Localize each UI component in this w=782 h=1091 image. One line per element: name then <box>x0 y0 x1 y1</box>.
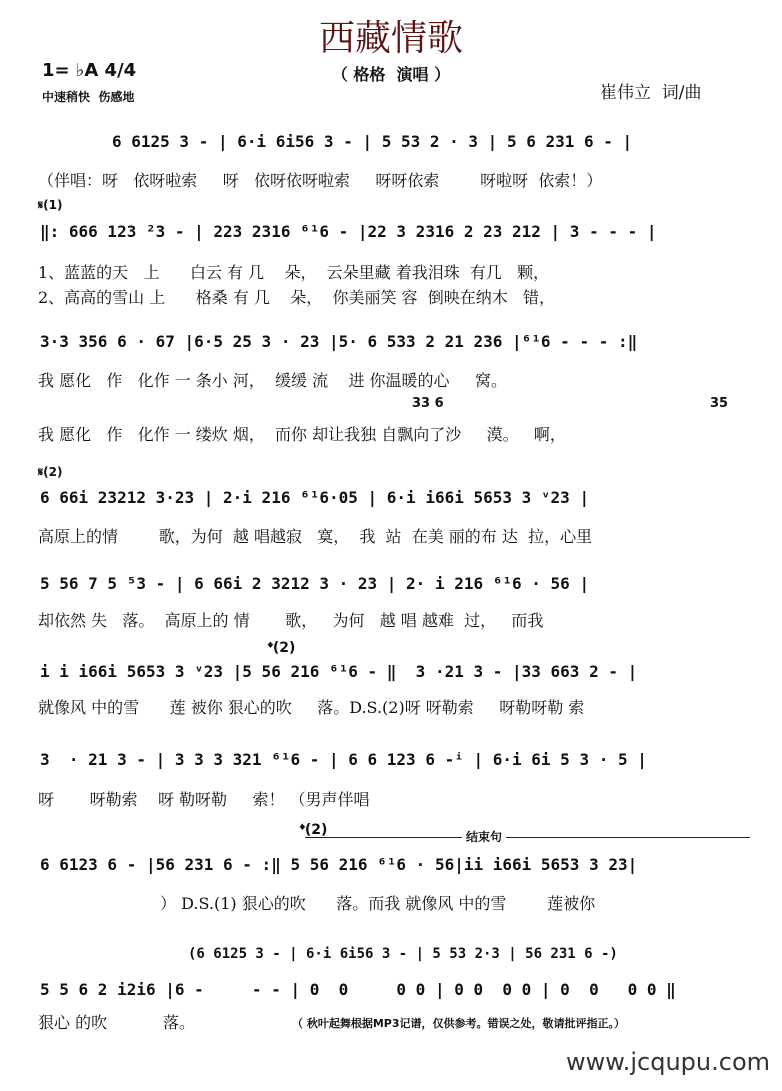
footnote: （ 秋叶起舞根据MP3记谱，仅供参考。错误之处，敬请批评指正。） <box>292 1017 625 1030</box>
lyric-line: 呀 呀勒索 呀 勒呀勒 索！ （男声伴唱 <box>38 790 370 809</box>
alt-notation: 33 6 <box>412 396 444 411</box>
lyric-line: 狠心 的吹 落。 <box>38 1013 196 1032</box>
song-title: 西藏情歌 <box>318 18 463 59</box>
lyric-line: 1、蓝蓝的天 上 白云 有 几 朵， 云朵里藏 着我泪珠 有几 颗， <box>38 263 550 282</box>
lyric-line: 2、高高的雪山 上 格桑 有 几 朵， 你美丽笑 容 倒映在纳木 错， <box>38 288 555 307</box>
lyric-line: 高原上的情 歌，为何 越 唱越寂 寞， 我 站 在美 丽的布 达 拉，心里 <box>38 527 593 546</box>
lyric-line: 我 愿化 作 化作 一 条小 河， 缓缓 流 进 你温暖的心 窝。 <box>38 371 507 390</box>
watermark: www.jcqupu.com <box>566 1048 770 1076</box>
lyric-line: （伴唱：呀 依呀啦索 呀 依呀依呀啦索 呀呀依索 呀啦呀 依索！） <box>38 171 603 190</box>
tempo-marking: 中速稍快 伤感地 <box>42 90 135 104</box>
notation-line: i i i66i 5653 3 ᵛ23 |5 56 216 ⁶¹6 - ‖ 3 ·21 3 - |33 663 2 - | <box>40 662 638 681</box>
lyric-line: ） D.S.(1) 狠心的吹 落。而我 就像风 中的雪 莲被你 <box>38 894 596 913</box>
lyric-line: 就像风 中的雪 莲 被你 狠心的吹 落。D.S.(2)呀 呀勒索 呀勒呀勒 索 <box>38 698 585 717</box>
notation-line: 3·3 356 6 · 67 |6·5 25 3 · 23 |5· 6 533 2 21 236 |⁶¹6 - - - :‖ <box>40 332 638 351</box>
ending-bracket <box>305 837 750 838</box>
coda-mark: 𝄌(2) <box>300 822 328 838</box>
alt-notation: 35 <box>710 396 729 411</box>
notation-line: 6 6125 3 - | 6·i 6i56 3 - | 5 53 2 · 3 | 5 6 231 6 - | <box>112 132 633 151</box>
coda-mark: 𝄌(2) <box>268 640 296 656</box>
accompaniment-notation: (6 6125 3 - | 6·i 6i56 3 - | 5 53 2·3 | 56 231 6 -) <box>188 946 618 962</box>
lyric-line: 却依然 失 落。 高原上的 情 歌， 为何 越 唱 越难 过， 而我 <box>38 611 544 630</box>
notation-line: 5 5 6 2 i2i6 |6 - - - | 0 0 0 0 | 0 0 0 0 | 0 0 0 0 ‖ <box>40 980 676 999</box>
author: 崔伟立 词/曲 <box>600 83 702 103</box>
lyric-line: 我 愿化 作 化作 一 缕炊 烟， 而你 却让我独 自飘向了沙 漠。 啊， <box>38 425 566 444</box>
notation-line: ‖: 666 123 ²3 - | 223 2316 ⁶¹6 - |22 3 2316 2 23 212 | 3 - - - | <box>40 222 657 241</box>
singer: （ 格格 演唱 ） <box>331 65 451 84</box>
notation-line: 6 66i 23212 3·23 | 2·i 216 ⁶¹6·05 | 6·i i66i 5653 3 ᵛ23 | <box>40 488 590 507</box>
segno-mark: 𝄋(1) <box>38 198 63 212</box>
key-signature: 1= ♭A 4/4 <box>42 60 137 81</box>
segno-mark: 𝄋(2) <box>38 465 63 479</box>
notation-line: 6 6123 6 - |56 231 6 - :‖ 5 56 216 ⁶¹6 · 56|ii i66i 5653 3 23| <box>40 855 638 874</box>
notation-line: 3 · 21 3 - | 3 3 3 321 ⁶¹6 - | 6 6 123 6 -ⁱ | 6·i 6i 5 3 · 5 | <box>40 750 647 769</box>
ending-label: 结束句 <box>462 828 506 845</box>
notation-line: 5 56 7 5 ⁵3 - | 6 66i 2 3212 3 · 23 | 2· i 216 ⁶¹6 · 56 | <box>40 574 590 593</box>
